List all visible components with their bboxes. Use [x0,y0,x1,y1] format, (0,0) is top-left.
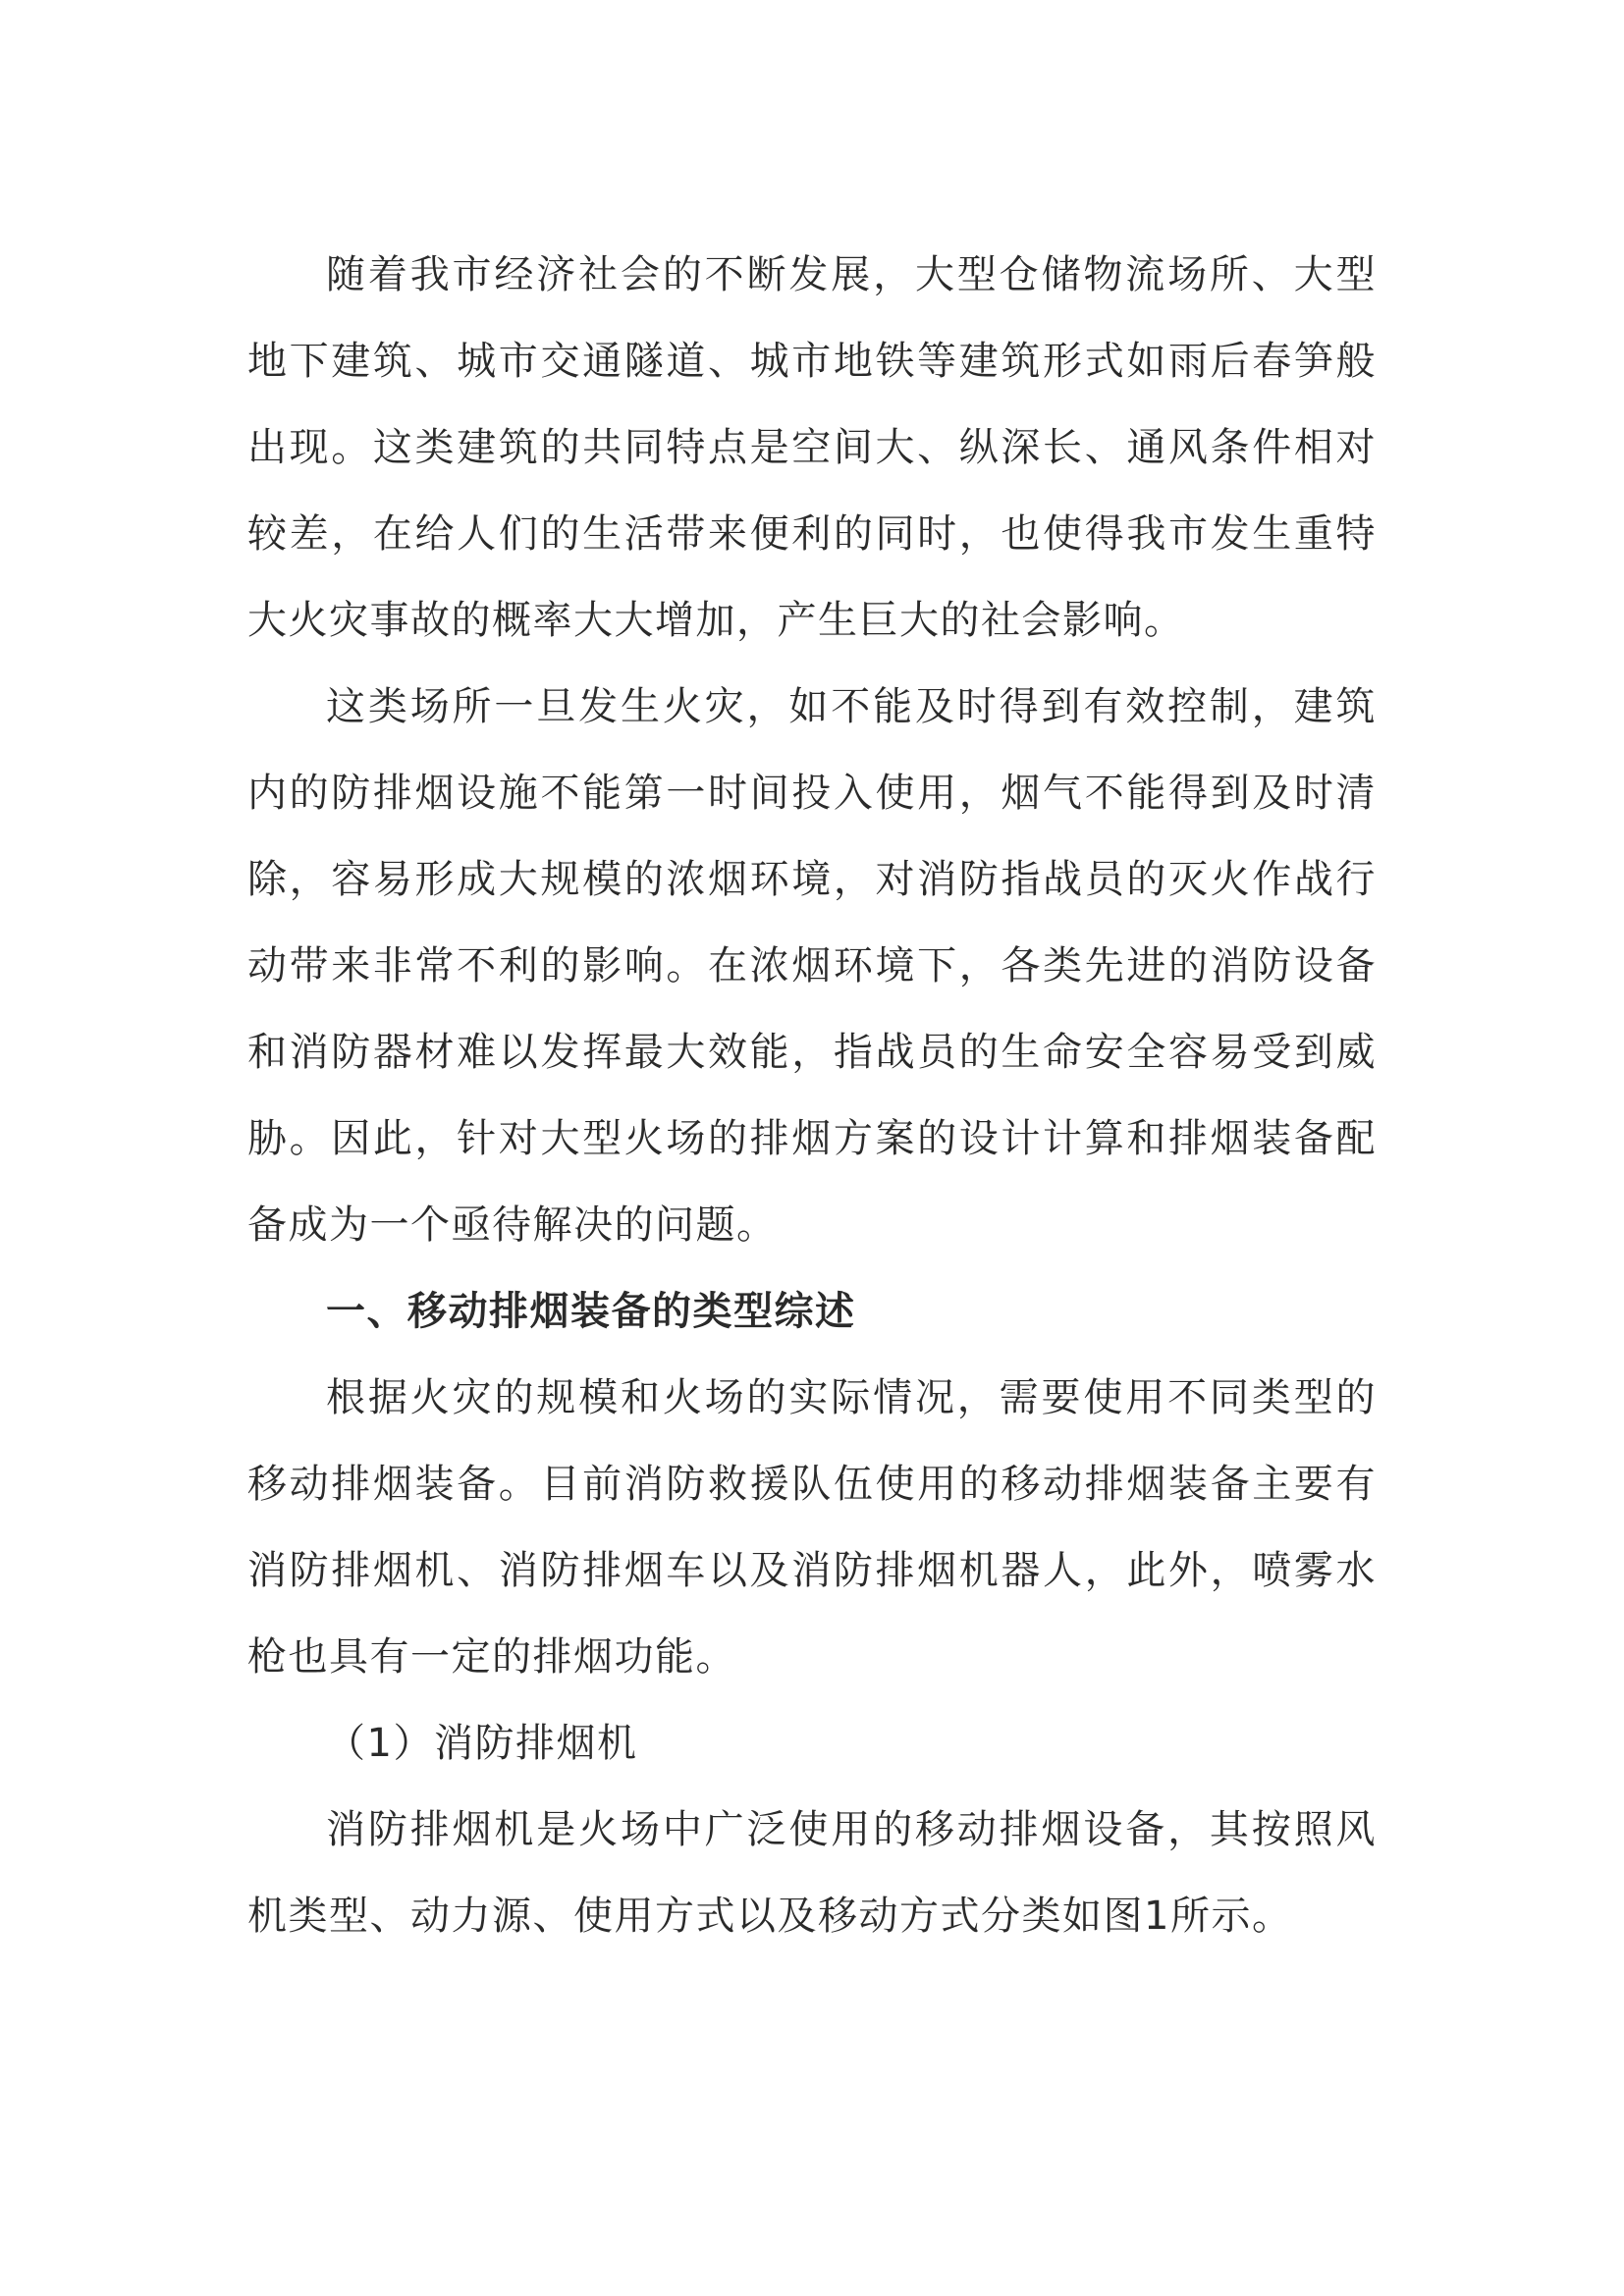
subsection-heading: （1）消防排烟机 [326,1721,638,1766]
paragraph-intro: 随着我市经济社会的不断发展，大型仓储物流场所、大型地下建筑、城市交通隧道、城市地铁等建筑形式如雨后春笋般出现。这类建筑的共同特点是空间大、纵深长、通风条件相对较差，在给人们的生活带来便利的同时，也使得我市发生重特大火灾事故的概率大大增加，产生巨大的社会影响。 [247,252,1377,643]
section-heading: 一、移动排烟装备的类型综述 [326,1289,856,1334]
document-body [247,232,1377,1959]
paragraph-fire-risk: 这类场所一旦发生火灾，如不能及时得到有效控制，建筑内的防排烟设施不能第一时间投入使用，烟气不能得到及时清除，容易形成大规模的浓烟环境，对消防指战员的灭火作战行动带来非常不利的影响。在浓烟环境下，各类先进的消防设备和消防器材难以发挥最大效能，指战员的生命安全容易受到威胁。因此，针对大型火场的排烟方案的设计计算和排烟装备配备成为一个亟待解决的问题。 [247,684,1377,1248]
paragraph-smoke-exhaust-fan: 消防排烟机是火场中广泛使用的移动排烟设备，其按照风机类型、动力源、使用方式以及移动方式分类如图1所示。 [247,1807,1377,1939]
paragraph-equipment-types: 根据火灾的规模和火场的实际情况，需要使用不同类型的移动排烟装备。目前消防救援队伍使用的移动排烟装备主要有消防排烟机、消防排烟车以及消防排烟机器人，此外，喷雾水枪也具有一定的排烟功能。 [247,1375,1377,1680]
